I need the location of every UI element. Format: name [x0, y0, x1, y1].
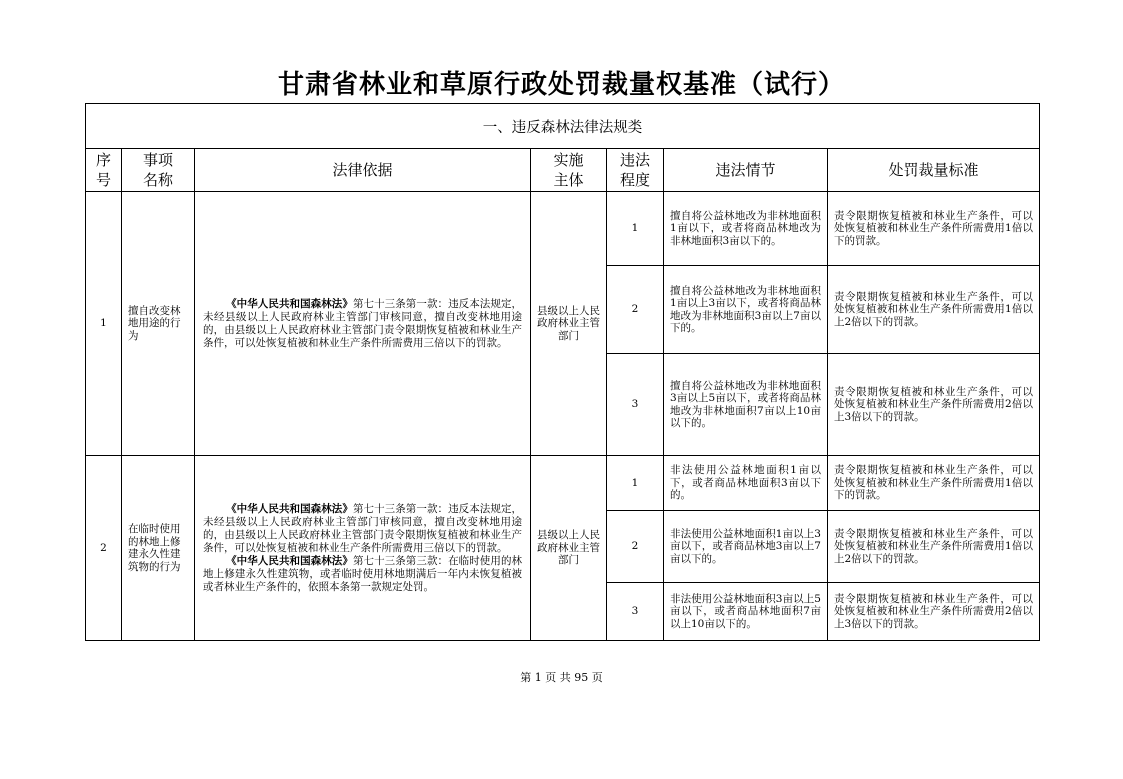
circumstance-cell: 擅自将公益林地改为非林地面积1亩以下，或者将商品林地改为非林地面积3亩以下的。 [664, 192, 828, 266]
header-row [86, 149, 1040, 192]
standard-cell: 责令限期恢复植被和林业生产条件，可以处恢复植被和林业生产条件所需费用1倍以下的罚款。 [828, 456, 1040, 511]
legal-basis-cell [195, 456, 531, 641]
header-seq: 序 号 [86, 149, 122, 192]
standard-cell: 责令限期恢复植被和林业生产条件，可以处恢复植被和林业生产条件所需费用1倍以上2倍以下的罚款。 [828, 511, 1040, 583]
circumstance-cell: 擅自将公益林地改为非林地面积1亩以上3亩以下，或者将商品林地改为非林地面积3亩以上7亩以下的。 [664, 266, 828, 354]
item-name-cell: 擅自改变林地用途的行为 [122, 192, 195, 456]
header-degree: 违法 程度 [607, 149, 664, 192]
header-standard: 处罚裁量标准 [828, 149, 1040, 192]
law-name: 《中华人民共和国森林法》 [226, 502, 353, 515]
degree-cell: 2 [607, 511, 664, 583]
seq-cell: 2 [86, 456, 122, 641]
table-row [86, 456, 1040, 511]
degree-cell: 2 [607, 266, 664, 354]
legal-basis-cell [195, 192, 531, 456]
degree-cell: 1 [607, 192, 664, 266]
authority-cell: 县级以上人民政府林业主管部门 [531, 456, 607, 641]
circumstance-cell: 非法使用公益林地面积1亩以上3亩以下，或者商品林地3亩以上7亩以下的。 [664, 511, 828, 583]
standard-cell: 责令限期恢复植被和林业生产条件，可以处恢复植被和林业生产条件所需费用1倍以上2倍以下的罚款。 [828, 266, 1040, 354]
circumstance-cell: 非法使用公益林地面积3亩以上5亩以下，或者商品林地面积7亩以上10亩以下的。 [664, 583, 828, 641]
circumstance-cell: 擅自将公益林地改为非林地面积3亩以上5亩以下，或者将商品林地改为非林地面积7亩以上10亩以下的。 [664, 354, 828, 456]
standard-cell: 责令限期恢复植被和林业生产条件，可以处恢复植被和林业生产条件所需费用2倍以上3倍以下的罚款。 [828, 354, 1040, 456]
legal-basis-paragraph [203, 555, 522, 594]
penalty-table [85, 103, 1040, 641]
circumstance-cell: 非法使用公益林地面积1亩以下，或者商品林地面积3亩以下的。 [664, 456, 828, 511]
table-row [86, 192, 1040, 266]
item-name-cell: 在临时使用的林地上修建永久性建筑物的行为 [122, 456, 195, 641]
standard-cell: 责令限期恢复植被和林业生产条件，可以处恢复植被和林业生产条件所需费用2倍以上3倍以下的罚款。 [828, 583, 1040, 641]
header-item-name: 事项 名称 [122, 149, 195, 192]
law-article: 第七十三条第一款：违反本法规定，未经县级以上人民政府林业主管部门审核同意，擅自改变林地用途的，由县级以上人民政府林业主管部门责令限期恢复植被和林业生产条件，可以处恢复植被和林业生产条件所需费用三倍以下的罚款。 [203, 297, 523, 349]
page-title: 甘肃省林业和草原行政处罚裁量权基准（试行） [277, 70, 845, 100]
section-row [86, 104, 1040, 149]
section-title: 一、违反森林法律法规类 [86, 104, 1040, 149]
degree-cell: 3 [607, 354, 664, 456]
law-name: 《中华人民共和国森林法》 [226, 554, 353, 567]
degree-cell: 3 [607, 583, 664, 641]
legal-basis-paragraph [203, 503, 522, 555]
law-name: 《中华人民共和国森林法》 [226, 297, 353, 310]
standard-cell: 责令限期恢复植被和林业生产条件，可以处恢复植被和林业生产条件所需费用1倍以下的罚款。 [828, 192, 1040, 266]
header-legal-basis: 法律依据 [195, 149, 531, 192]
seq-cell: 1 [86, 192, 122, 456]
law-article: 第七十三条第三款：在临时使用的林地上修建永久性建筑物，或者临时使用林地期满后一年内未恢复植被或者林业生产条件的，依照本条第一款规定处罚。 [203, 554, 523, 593]
degree-cell: 1 [607, 456, 664, 511]
legal-basis-paragraph [203, 298, 522, 350]
header-circumstance: 违法情节 [664, 149, 828, 192]
page-footer: 第 1 页 共 95 页 [520, 671, 603, 684]
law-article: 第七十三条第一款：违反本法规定，未经县级以上人民政府林业主管部门审核同意，擅自改变林地用途的，由县级以上人民政府林业主管部门责令限期恢复植被和林业生产条件，可以处恢复植被和林业生产条件所需费用三倍以下的罚款。 [203, 502, 523, 554]
authority-cell: 县级以上人民政府林业主管部门 [531, 192, 607, 456]
header-authority: 实施 主体 [531, 149, 607, 192]
